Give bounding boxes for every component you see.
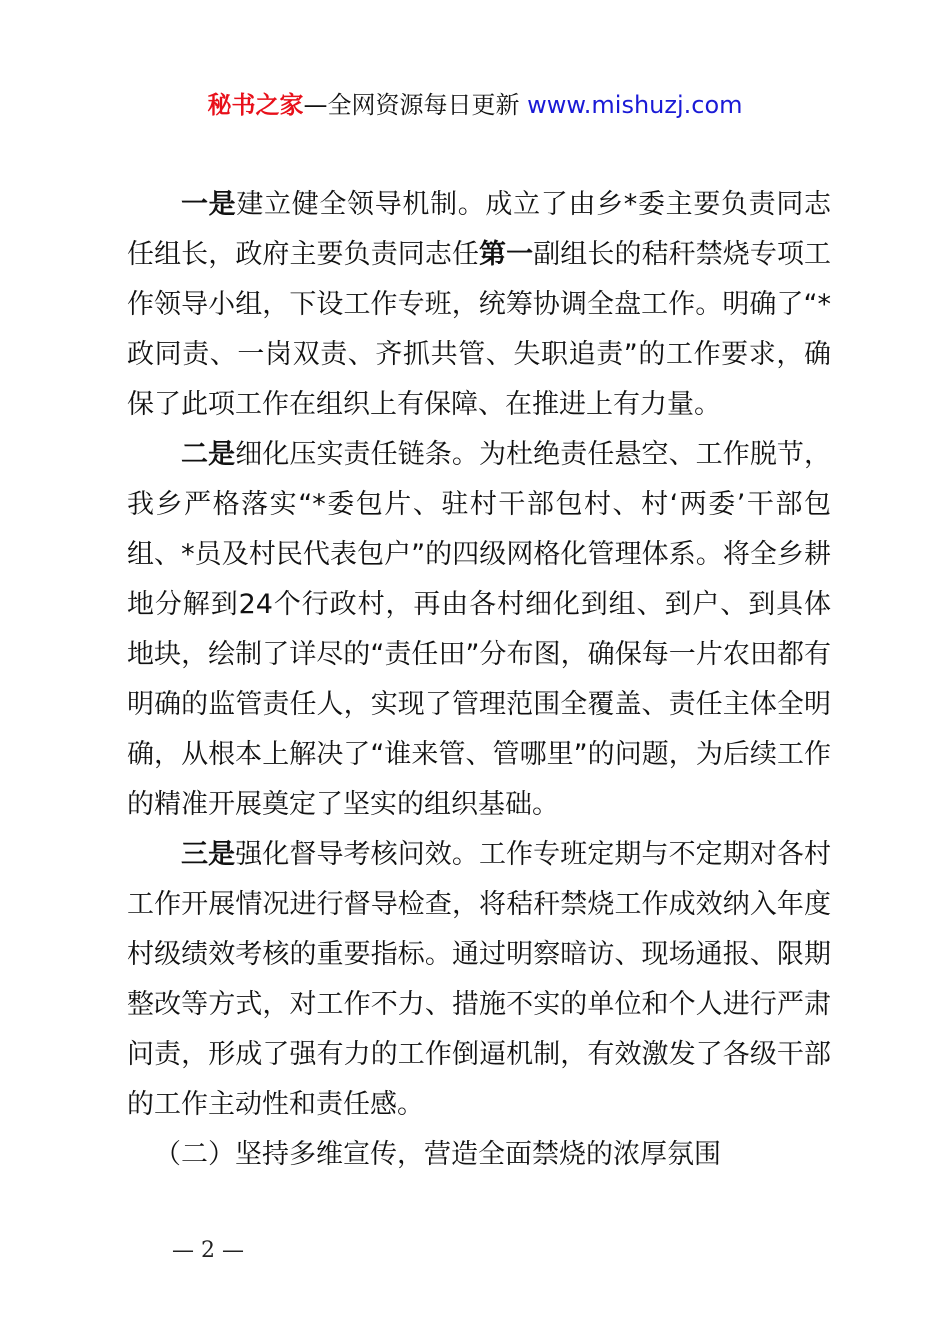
paragraph-text: 副组长的秸秆禁烧专项工作领导小组，下设工作专班，统筹协调全盘工作。明确了“*政同责、一岗双责、齐抓共管、失职追责”的工作要求，确保了此项工作在组织上有保障、在推进上有力量。 [127, 239, 832, 420]
paragraph-text: 细化压实责任链条。为杜绝责任悬空、工作脱节，我乡严格落实“*委包片、驻村干部包村、村‘两委’干部包组、*员及村民代表包户”的四级网格化管理体系。将全乡耕地分解到24个行政村，再由各村细化到组、到户、到具体地块，绘制了详尽的“责任田”分布图，确保每一片农田都有明确的监管责任人，实现了管理范围全覆盖、责任主体全明确，从根本上解决了“谁来管、管哪里”的问题，为后续工作的精准开展奠定了坚实的组织基础。 [127, 439, 832, 820]
page-number: — 2 — [172, 1238, 244, 1263]
section-subheading: （二）坚持多维宣传，营造全面禁烧的浓厚氛围 [154, 1139, 721, 1170]
brand-name: 秘书之家 [207, 91, 304, 119]
paragraph-1 [127, 180, 831, 430]
paragraph-3 [127, 830, 831, 1130]
paragraph-text: 建立健全领导机制。成立了由乡*委主要负责同志任组长，政府主要负责同志任 [127, 189, 832, 270]
header-tagline: —全网资源每日更新 [303, 91, 528, 119]
paragraph-emphasis: 第一 [479, 239, 534, 270]
document-body [127, 180, 831, 1180]
site-header [0, 88, 950, 122]
paragraph-text: 强化督导考核问效。工作专班定期与不定期对各村工作开展情况进行督导检查，将秸秆禁烧工作成效纳入年度村级绩效考核的重要指标。通过明察暗访、现场通报、限期整改等方式，对工作不力、措施不实的单位和个人进行严肃问责，形成了强有力的工作倒逼机制，有效激发了各级干部的工作主动性和责任感。 [127, 839, 832, 1120]
paragraph-2 [127, 430, 831, 830]
paragraph-lead: 三是 [181, 839, 236, 870]
paragraph-lead: 二是 [181, 439, 236, 470]
site-url-link[interactable]: www.mishuzj.com [527, 91, 743, 119]
paragraph-lead: 一是 [181, 189, 237, 220]
